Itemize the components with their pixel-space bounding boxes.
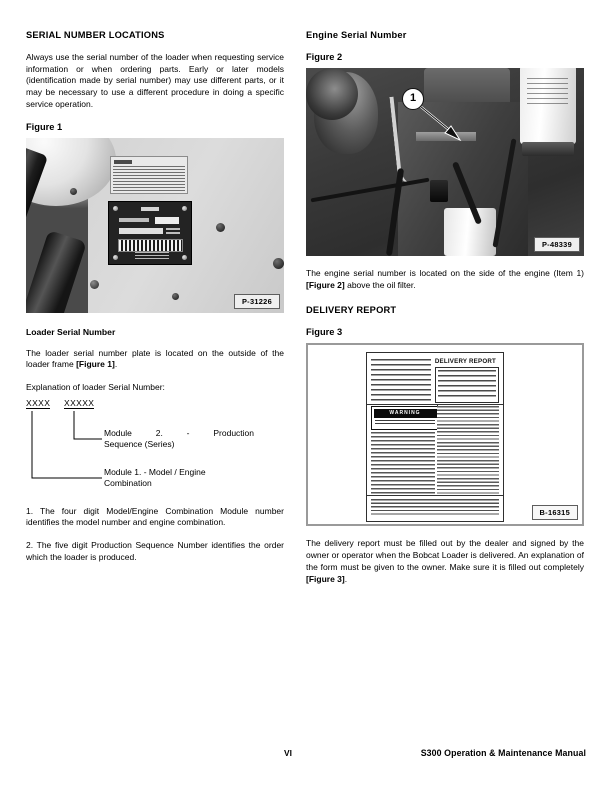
numbered-item-1: 1. The four digit Model/Engine Combination Module number identifies the model number and engine combination.	[26, 505, 284, 528]
footer-page-number: VI	[284, 748, 292, 758]
plate-field-box	[119, 228, 163, 234]
module-2-description	[104, 428, 264, 451]
plate-barcode	[118, 239, 183, 252]
form-signature-block	[371, 499, 499, 517]
figure-1-reference: [Figure 1]	[76, 359, 115, 370]
figure-3-code: B-16315	[532, 505, 578, 520]
plate-text-line	[166, 232, 180, 234]
figure-3-caption: Figure 3	[306, 327, 343, 338]
module-1-digits: XXXX	[26, 397, 51, 408]
hydraulic-cylinder-lower	[26, 230, 87, 313]
module-1-description-line-2: Combination	[104, 478, 152, 489]
wire-connector	[430, 180, 448, 202]
form-footer-divider	[367, 495, 503, 496]
warning-text-lines	[375, 420, 435, 426]
module-2-word-dash: -	[186, 427, 190, 438]
figure-2-image	[306, 68, 584, 256]
delivery-report-form-title: DELIVERY REPORT	[434, 358, 496, 366]
figure-1-image	[26, 138, 284, 313]
engine-serial-heading: Engine Serial Number	[306, 30, 407, 40]
module-2-word-module: Module	[104, 427, 132, 438]
plate-footer-text	[135, 252, 169, 260]
loader-serial-paragraph	[26, 348, 284, 371]
module-2-digits: XXXXX	[64, 397, 95, 408]
module-2-word-production: Production	[213, 427, 254, 438]
form-divider	[367, 404, 503, 405]
panel-bolt	[273, 258, 284, 269]
plate-brand-mark	[141, 207, 159, 211]
right-column	[306, 30, 584, 596]
figure-3-reference: [Figure 3]	[306, 573, 345, 584]
specification-decal	[110, 156, 188, 194]
figure-2-caption: Figure 2	[306, 52, 343, 62]
panel-bolt	[70, 188, 77, 195]
delivery-text-post: .	[344, 573, 348, 584]
figure-3-image	[306, 343, 584, 526]
plate-text-line	[166, 228, 180, 230]
plate-text-line	[119, 218, 149, 222]
form-field-block-right	[435, 367, 499, 403]
figure-2-code: P-48339	[534, 237, 580, 252]
plate-screw	[182, 206, 187, 211]
plate-field-box	[155, 217, 179, 224]
decal-brand-mark	[114, 160, 132, 164]
page-title: SERIAL NUMBER LOCATIONS	[26, 30, 165, 40]
form-body-column-right	[437, 406, 499, 495]
oil-filter-lower	[444, 208, 496, 256]
form-field-lines	[438, 370, 496, 400]
serial-number-plate	[108, 201, 192, 265]
page-footer	[26, 748, 586, 762]
panel-bolt	[216, 223, 225, 232]
warning-banner	[374, 409, 437, 418]
module-1-description	[104, 467, 284, 490]
oil-filter-label	[527, 78, 568, 108]
plate-screw	[113, 255, 118, 260]
loader-serial-heading: Loader Serial Number	[26, 326, 116, 337]
serial-number-breakdown-diagram	[26, 398, 284, 494]
panel-bolt	[90, 280, 99, 289]
callout-1-arrow	[418, 104, 466, 144]
intro-paragraph: Always use the serial number of the loader when requesting service information or when ordering parts. Early or later models (identification made by serial number) may use different parts, or it may be necessary to use a different procedure in doing a specific service operation.	[26, 52, 284, 109]
hose-end	[306, 68, 358, 120]
module-1-description-line-1: Module 1. - Model / Engine	[104, 466, 206, 477]
explanation-label: Explanation of loader Serial Number:	[26, 381, 165, 392]
engine-serial-paragraph	[306, 268, 584, 291]
delivery-report-heading: DELIVERY REPORT	[306, 305, 397, 316]
form-body-column-left	[371, 432, 435, 495]
delivery-report-form	[366, 352, 504, 522]
module-2-word-number: 2.	[155, 427, 163, 438]
panel-bolt	[172, 293, 179, 300]
delivery-text-pre: The delivery report must be filled out by the dealer and signed by the owner or operator when the Bobcat Loader is delivered. An explanation of the form must be given to the owner. Make sure it is filled out completely	[306, 538, 584, 572]
oil-filter-mount	[522, 142, 574, 156]
plate-screw	[182, 255, 187, 260]
engine-text-post: above the oil filter.	[344, 279, 416, 290]
footer-manual-title: S300 Operation & Maintenance Manual	[420, 748, 586, 758]
warning-label: WARNING	[389, 409, 421, 416]
warning-box	[371, 406, 439, 430]
figure-1-code: P-31226	[234, 294, 280, 309]
plate-screw	[113, 206, 118, 211]
delivery-report-paragraph	[306, 538, 584, 585]
engine-text-pre: The engine serial number is located on the side of the engine (Item 1)	[306, 268, 584, 278]
module-2-description-line-2: Sequence (Series)	[104, 439, 175, 450]
form-field-block-left	[371, 359, 431, 401]
figure-1-caption: Figure 1	[26, 121, 63, 132]
loader-serial-text-post: .	[114, 359, 118, 370]
loader-serial-text-pre: The loader serial number plate is located on the outside of the loader frame	[26, 347, 284, 370]
decal-table-rows	[113, 166, 185, 191]
figure-2-reference: [Figure 2]	[306, 279, 345, 290]
left-column	[26, 30, 284, 563]
oil-filter-upper	[520, 68, 576, 144]
callout-1-marker: 1	[402, 88, 424, 110]
numbered-item-2: 2. The five digit Production Sequence Number identifies the order which the loader is produced.	[26, 540, 284, 562]
